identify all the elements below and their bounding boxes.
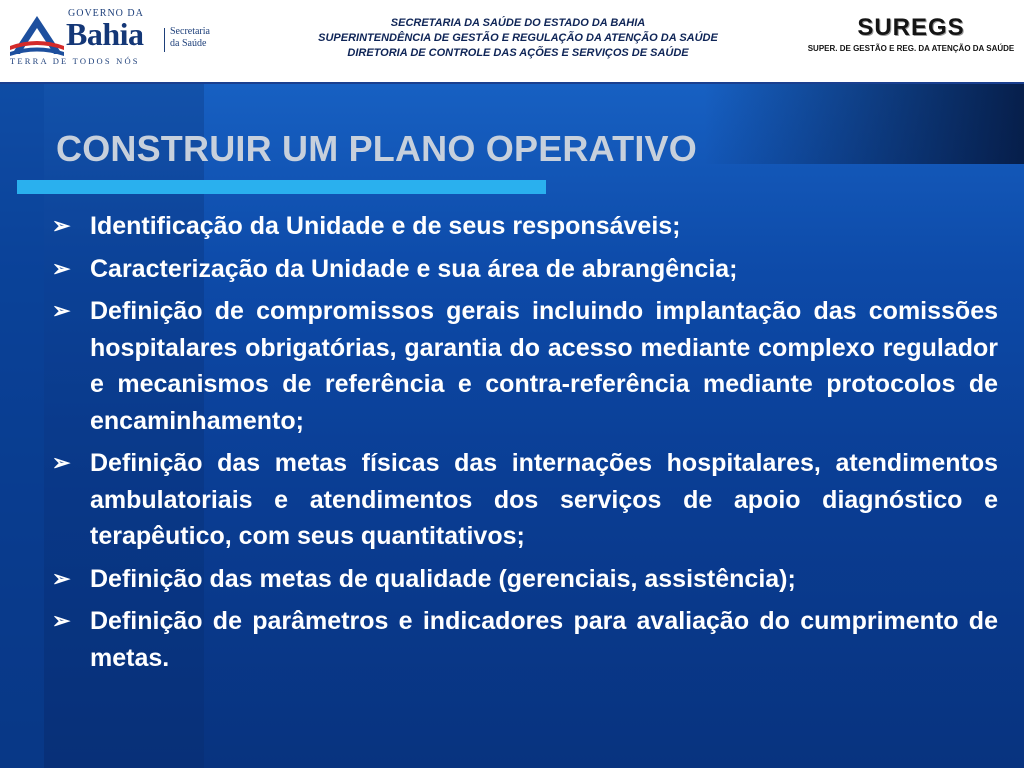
- arrow-bullet-icon: ➢: [52, 565, 71, 591]
- logo-secretaria: [170, 26, 230, 50]
- header-line-1: SECRETARIA DA SAÚDE DO ESTADO DA BAHIA: [390, 17, 646, 29]
- arrow-bullet-icon: ➢: [52, 450, 71, 475]
- slide-title: CONSTRUIR UM PLANO OPERATIVO: [56, 128, 697, 169]
- bullet-text: Definição das metas de qualidade (gerenciais, assistência);: [90, 564, 796, 593]
- bullet-item: [46, 445, 998, 555]
- arrow-bullet-icon: ➢: [52, 255, 71, 281]
- bullet-list: [46, 208, 998, 682]
- suregs-subtitle: SUPER. DE GESTÃO E REG. DA ATENÇÃO DA SAÚDE: [807, 44, 1015, 53]
- logo-governo-text: GOVERNO DA: [68, 8, 144, 19]
- governo-bahia-logo: [8, 6, 240, 68]
- bullet-text: Caracterização da Unidade e sua área de abrangência;: [90, 254, 738, 283]
- bullet-text: Definição das metas físicas das internações hospitalares, atendimentos ambulatoriais e atendimentos dos serviços de apoio diagnóstico e terapêutico, com seus quantitativos;: [90, 449, 998, 550]
- suregs-logo: [806, 14, 1016, 68]
- logo-divider: [164, 28, 165, 52]
- bullet-item: [46, 293, 998, 439]
- suregs-title: SUREGS: [857, 14, 965, 41]
- logo-tagline: TERRA DE TODOS NÓS: [10, 56, 140, 66]
- header-line-2: SUPERINTENDÊNCIA DE GESTÃO E REGULAÇÃO DA ATENÇÃO DA SAÚDE: [318, 32, 718, 44]
- bullet-item: [46, 603, 998, 676]
- logo-bahia-text: Bahia: [66, 16, 144, 52]
- logo-secretaria-line2: da Saúde: [170, 38, 207, 49]
- bullet-text: Definição de compromissos gerais incluindo implantação das comissões hospitalares obrigatórias, garantia do acesso mediante complexo regulador e mecanismos de referência e contra-referência mediante protocolos de encaminhamento;: [90, 297, 998, 435]
- title-accent-bar: [17, 180, 546, 194]
- arrow-bullet-icon: ➢: [52, 213, 71, 238]
- header-organization-text: [240, 16, 796, 61]
- arrow-bullet-icon: ➢: [52, 608, 71, 633]
- bullet-item: [46, 208, 998, 245]
- bahia-logo-icon: [8, 10, 66, 58]
- bullet-item: [46, 251, 998, 288]
- bullet-text: Identificação da Unidade e de seus responsáveis;: [90, 212, 681, 240]
- bullet-text: Definição de parâmetros e indicadores para avaliação do cumprimento de metas.: [90, 607, 998, 672]
- header-line-3: DIRETORIA DE CONTROLE DAS AÇÕES E SERVIÇOS DE SAÚDE: [347, 47, 689, 59]
- bullet-item: [46, 561, 998, 598]
- title-shadow-gradient: [704, 84, 1024, 164]
- header-band: [0, 0, 1024, 84]
- arrow-bullet-icon: ➢: [52, 298, 71, 323]
- logo-secretaria-line1: Secretaria: [170, 26, 210, 37]
